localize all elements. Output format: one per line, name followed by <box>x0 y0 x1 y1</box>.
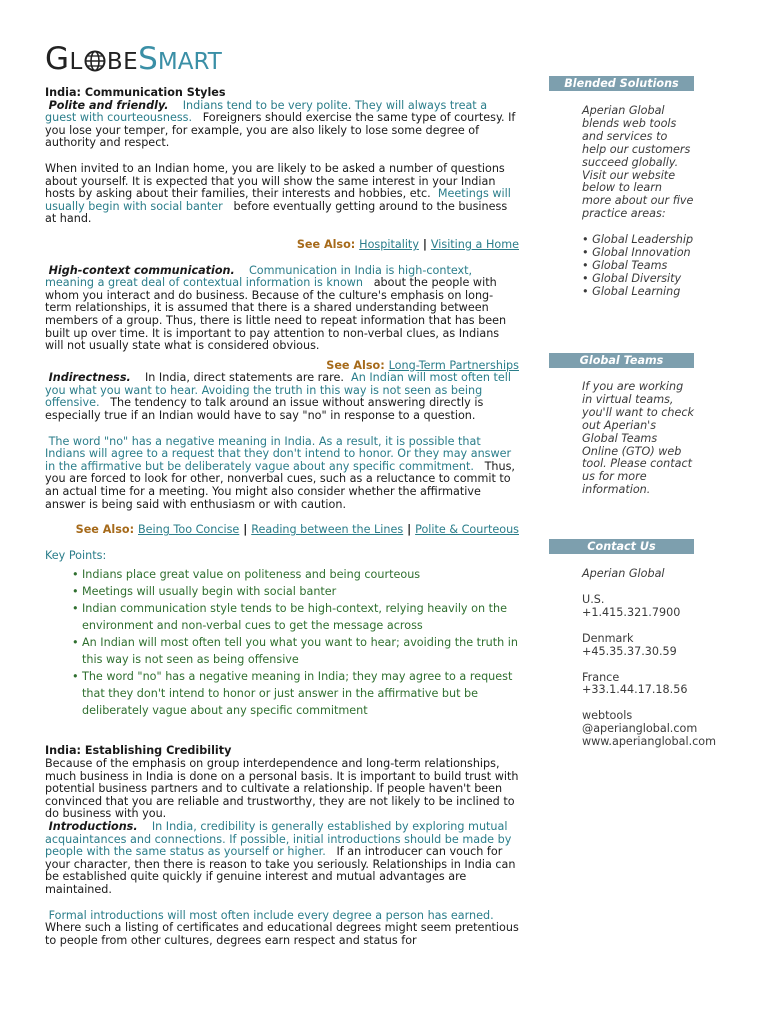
sidebar-header: Contact Us <box>549 539 694 554</box>
website-link[interactable]: www.aperianglobal.com <box>582 735 717 749</box>
sidebar-text: If you are working in virtual teams, you'll want to check out Aperian's Global Teams Online (GTO) web tool. Please contact us for more information. <box>582 380 694 497</box>
paragraph: The word "no" has a negative meaning in India. As a result, it is possible that Indians will agree to a request that they don't intend to honor. Or they may answer in the affirmative but be deliberately vague about any specific commitment. Thus, you are forced to look for other, nonverbal cues, such as a reluctance to commit to an actual time for a meeting. You might also consider whether the affirmative answer is being said with enthusiasm or with caution. <box>45 434 515 511</box>
list-item: • Global Diversity <box>582 271 682 285</box>
sidebar-contact-us <box>549 539 717 762</box>
contact-details: Aperian Global U.S. +1.415.321.7900 Denmark +45.35.37.30.59 France +33.1.44.17.18.56 webtools @aperianglobal.com www.aperianglobal.com <box>582 567 717 749</box>
see-also: See Also: Hospitality | Visiting a Home <box>296 237 519 251</box>
logo-letter: L <box>69 49 83 75</box>
paragraph: Because of the emphasis on group interdependence and long-term relationships, much business in India is done on a personal basis. It is important to build trust with potential business partners and to cultivate a relationship. If people haven't been convinced that you are reliable and trustworthy, they are not likely to be inclined to do business with you. <box>45 757 519 821</box>
logo-letter: G <box>45 41 70 77</box>
section-title: India: Establishing Credibility <box>45 744 232 758</box>
key-points-list <box>45 566 519 719</box>
logo-letter: S <box>138 41 158 77</box>
list-item: • Meetings will usually begin with social banter <box>74 583 519 600</box>
link-reading-between-the-lines[interactable]: Reading between the Lines <box>251 523 404 537</box>
link-being-too-concise[interactable]: Being Too Concise <box>138 523 240 537</box>
globesmart-logo <box>45 41 222 77</box>
paragraph: Introductions. In India, credibility is generally established by exploring mutual acquaintances and connections. If possible, initial introductions should be made by people with the same status as yourself or higher. If an introducer can vouch for your character, then there is reason to take you seriously. Relationships in India can be established quite quickly if genuine interest and mutual advantages are maintained. <box>45 819 516 896</box>
list-item: • Indians place great value on politeness and being courteous <box>74 566 519 583</box>
main-content <box>45 87 519 947</box>
sidebar-blended-solutions <box>549 76 694 299</box>
section-title: India: Communication Styles <box>45 86 226 99</box>
sidebar-header: Blended Solutions <box>549 76 694 91</box>
list-item: • Indian communication style tends to be high-context, relying heavily on the environment and non-verbal cues to get the message across <box>74 600 519 634</box>
paragraph: High-context communication. Communication in India is high-context, meaning a great deal of contextual information is known about the people with whom you interact and do business. Because of the culture's emphasis on long-term relationships, it is assumed that there is a shared understanding between members of a group. Thus, there is little need to repeat information that has been built up over time. It is important to pay attention to non-verbal clues, as Indians will not usually state what is considered obvious. <box>45 263 507 353</box>
link-hospitality[interactable]: Hospitality <box>359 237 419 251</box>
link-polite-courteous[interactable]: Polite & Courteous <box>415 523 519 537</box>
list-item: • Global Learning <box>582 284 681 298</box>
see-also: See Also: Being Too Concise | Reading between the Lines | Polite & Courteous <box>75 523 519 537</box>
paragraph: When invited to an Indian home, you are likely to be asked a number of questions about yourself. It is expected that you will show the same interest in your Indian hosts by asking about their families, their interests and hobbies, etc. Meetings will usually begin with social banter before eventually getting around to the business at hand. <box>45 161 511 226</box>
list-item: • Global Innovation <box>582 246 691 260</box>
paragraph: Indirectness. In India, direct statements are rare. An Indian will most often tell you what you want to hear. Avoiding the truth in this way is not seen as being offensive. The tendency to talk around an issue without answering directly is especially true if an Indian would have to say "no" in response to a question. <box>45 371 511 423</box>
list-item: • Global Teams <box>582 258 668 272</box>
logo-letter: BE <box>106 49 139 75</box>
logo-letter: MART <box>157 49 222 75</box>
sidebar-global-teams <box>549 353 694 497</box>
sidebar-header: Global Teams <box>549 353 694 368</box>
key-points-title: Key Points: <box>45 548 107 562</box>
link-visiting-a-home[interactable]: Visiting a Home <box>430 237 519 251</box>
link-long-term-partnerships[interactable]: Long-Term Partnerships <box>388 358 519 372</box>
paragraph: Formal introductions will most often include every degree a person has earned. Where such a listing of certificates and educational degrees might seem pretentious to people from other cultures, degrees earn respect and status for <box>45 908 519 947</box>
see-also: See Also: Long-Term Partnerships <box>326 358 519 372</box>
list-item: • Global Leadership <box>582 233 694 247</box>
globe-icon <box>84 50 106 72</box>
paragraph: Polite and friendly. Indians tend to be very polite. They will always treat a guest with courteousness. Foreigners should exercise the same type of courtesy. If you lose your temper, for example, you are also likely to lose some degree of authority and respect. <box>45 98 516 150</box>
list-item: • The word "no" has a negative meaning in India; they may agree to a request that they don't intend to honor or just answer in the affirmative but be deliberately vague about any specific commitment <box>74 668 519 719</box>
sidebar-text: Aperian Global blends web tools and services to help our customers succeed globally. Visit our website below to learn more about our five practice areas: • Global Leadership • Global Innovation • Global Teams • Global Diversity • Global Learning <box>582 104 694 298</box>
list-item: • An Indian will most often tell you what you want to hear; avoiding the truth in this way is not seen as being offensive <box>74 634 519 668</box>
